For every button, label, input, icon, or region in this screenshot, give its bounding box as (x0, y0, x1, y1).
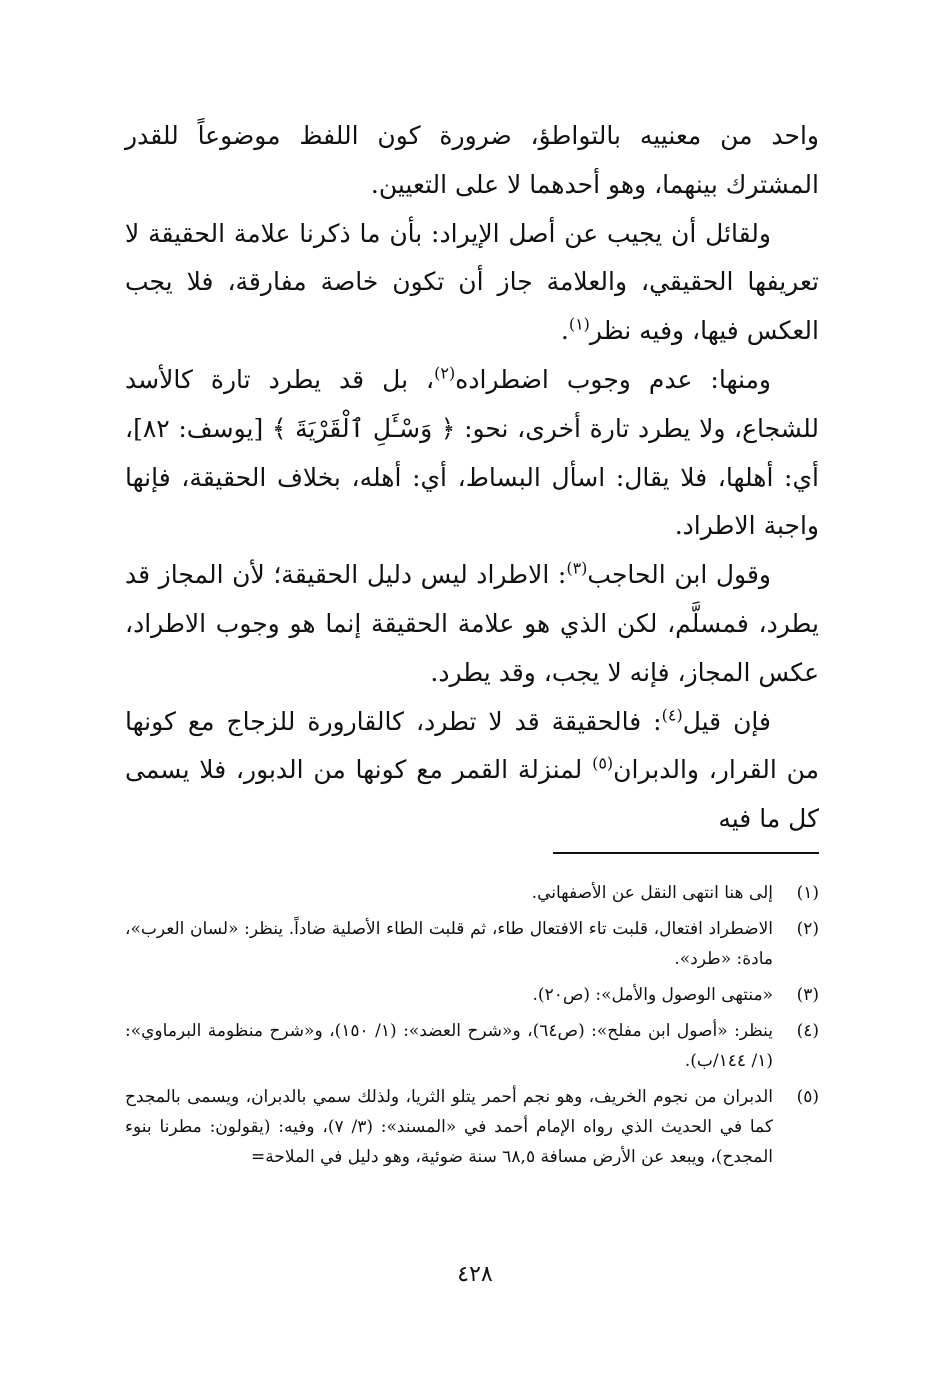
page-number: ٤٢٨ (457, 1262, 493, 1287)
footnote-item (125, 914, 819, 974)
footnote-ref-3[interactable]: (٣) (566, 558, 588, 578)
paragraph-5 (125, 698, 819, 844)
paragraph-5-text-a: فإن قيل (682, 706, 771, 736)
paragraph-3 (125, 356, 819, 551)
paragraph-4-text-b: : الاطراد ليس دليل الحقيقة؛ لأن المجاز قد يطرد، فمسلَّم، لكن الذي هو علامة الحقيقة إنما هو وجوب الاطراد، عكس المجاز، فإنه لا يجب، وقد يطرد. (125, 560, 819, 687)
footnote-item (125, 1082, 819, 1172)
footnote-item (125, 878, 819, 908)
footnote-item (125, 980, 819, 1010)
footnote-number: (١) (796, 883, 819, 903)
footnote-number: (٤) (796, 1021, 819, 1041)
footnote-number: (٢) (796, 919, 819, 939)
footnote-ref-2[interactable]: (٢) (434, 363, 456, 383)
footnote-text: الاضطراد افتعال، قلبت تاء الافتعال طاء، ثم قلبت الطاء الأصلية ضاداً. ينظر: «لسان العرب»، مادة: «طرد». (125, 919, 773, 969)
paragraph-3-text-b: ، بل قد يطرد تارة كالأسد للشجاع، ولا يطرد تارة أخرى، نحو: ﴿ وَسْـَٔلِ ٱلْقَرْيَةَ ﴾ [يوسف: ٨٢]، أي: أهلها، فلا يقال: اسأل البساط، أي: أهله، بخلاف الحقيقة، فإنها واجبة الاطراد. (125, 364, 819, 541)
footnote-ref-4[interactable]: (٤) (661, 705, 683, 725)
footnote-text: الدبران من نجوم الخريف، وهو نجم أحمر يتلو الثريا، ولذلك سمي بالدبران، ويسمى بالمجدح كما في الحديث الذي رواه الإمام أحمد في «المسند»: (٣/ ٧)، وفيه: (يقولون: مطرنا بنوء المجدح)، ويبعد عن الأرض مسافة ٦٨,٥ سنة ضوئية، وهو دليل في الملاحة= (125, 1087, 773, 1167)
paragraph-1-text: واحد من معنييه بالتواطؤ، ضرورة كون اللفظ موضوعاً للقدر المشترك بينهما، وهو أحدهما لا على التعيين. (125, 121, 819, 199)
footnote-ref-1[interactable]: (١) (568, 314, 590, 334)
footnotes (125, 878, 819, 1178)
footnote-ref-5[interactable]: (٥) (592, 754, 614, 774)
footnote-text: إلى هنا انتهى النقل عن الأصفهاني. (531, 883, 773, 903)
footnote-text: ينظر: «أصول ابن مفلح»: (ص٦٤)، و«شرح العضد»: (١/ ١٥٠)، و«شرح منظومة البرماوي»: (١/ ١٤٤/ب). (125, 1021, 773, 1071)
paragraph-2-text: ولقائل أن يجيب عن أصل الإيراد: بأن ما ذكرنا علامة الحقيقة لا تعريفها الحقيقي، والعلامة جاز أن تكون خاصة مفارقة، فلا يجب العكس فيها، وفيه نظر (125, 218, 819, 346)
paragraph-1 (125, 112, 819, 210)
paragraph-2 (125, 210, 819, 356)
paragraph-4 (125, 551, 819, 697)
paragraph-4-text-a: وقول ابن الحاجب (587, 560, 771, 590)
paragraph-5-text-b: : فالحقيقة قد لا تطرد، كالقارورة للزجاج مع كونها من القرار، والدبران (125, 706, 819, 785)
footnote-item (125, 1016, 819, 1076)
main-text (125, 112, 819, 844)
footnote-separator (553, 852, 819, 854)
footnote-number: (٥) (796, 1087, 819, 1107)
paragraph-2-end: . (560, 316, 569, 346)
paragraph-3-text-a: ومنها: عدم وجوب اضطراده (455, 364, 771, 394)
footnote-number: (٣) (796, 985, 819, 1005)
paragraph-5-text-c: لمنزلة القمر مع كونها من الدبور، فلا يسمى كل ما فيه (125, 755, 819, 834)
footnote-text: «منتهى الوصول والأمل»: (ص٢٠). (532, 985, 773, 1005)
